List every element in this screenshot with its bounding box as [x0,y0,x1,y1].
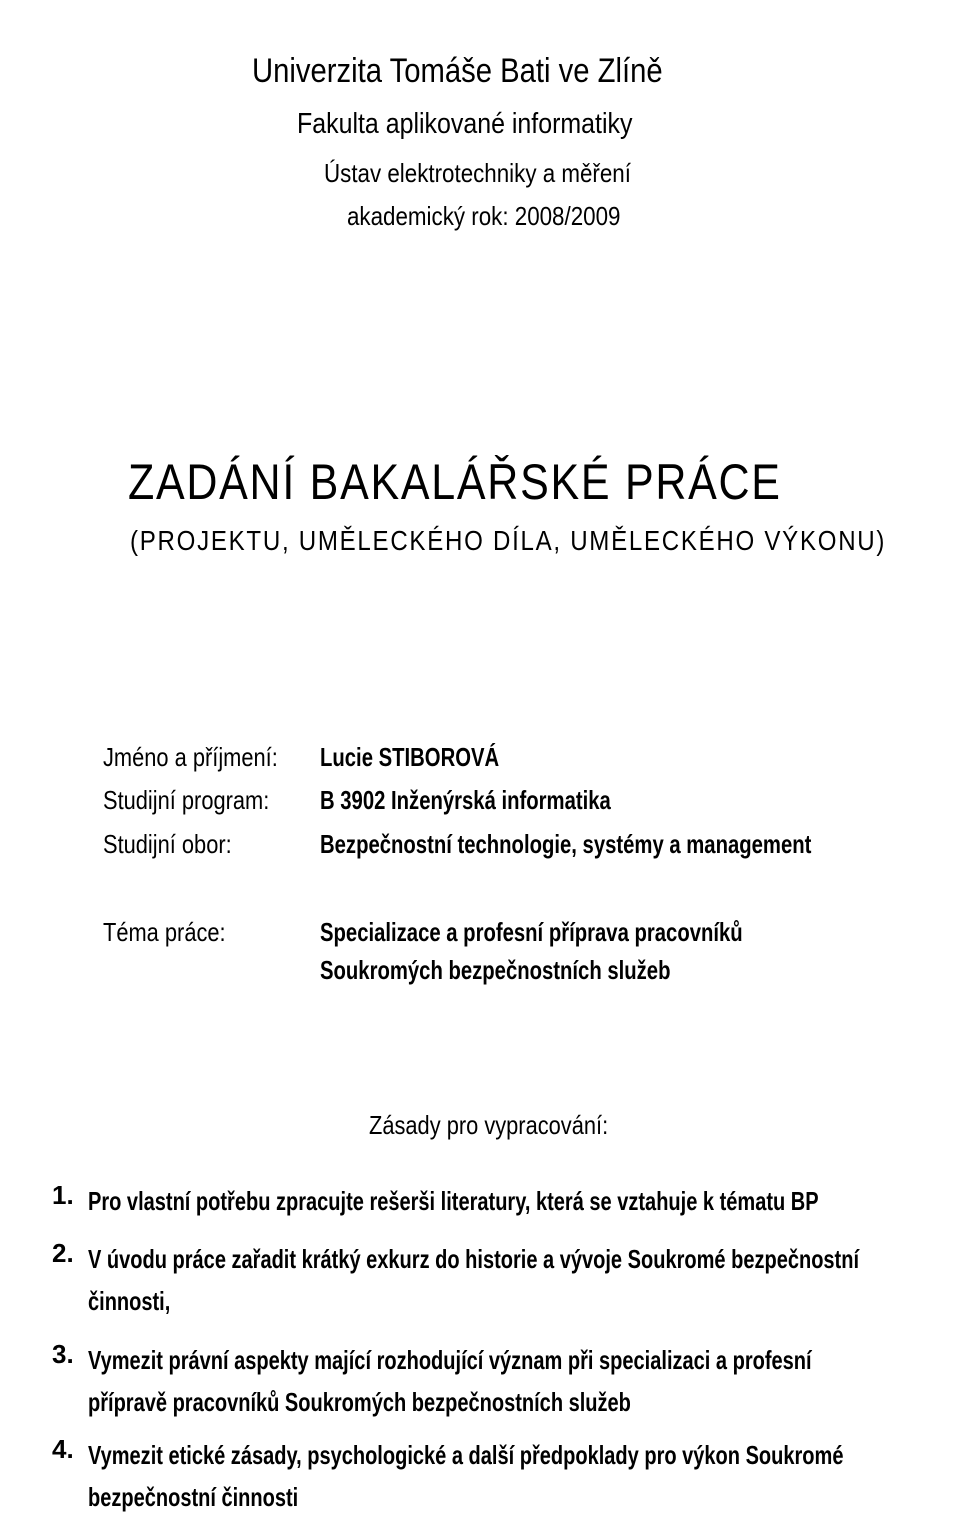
academic-year: akademický rok: 2008/2009 [347,201,621,231]
principle-line: V úvodu práce zařadit krátký exkurz do historie a vývoje Soukromé bezpečnostní [88,1244,860,1274]
topic-value-line1: Specializace a profesní příprava pracovníků [320,917,743,947]
principle-line: přípravě pracovníků Soukromých bezpečnostních služeb [88,1387,631,1417]
principle-number: 2. [52,1238,74,1268]
principle-number: 3. [52,1339,74,1369]
principle-text [88,1238,859,1322]
principle-line: Vymezit právní aspekty mající rozhodující význam při specializaci a profesní [88,1345,812,1375]
principle-text [88,1339,812,1423]
topic-label: Téma práce: [103,917,226,947]
faculty-name: Fakulta aplikované informatiky [297,108,633,140]
program-label: Studijní program: [103,785,270,815]
principle-line: Pro vlastní potřebu zpracujte rešerši literatury, která se vztahuje k tématu BP [88,1186,819,1216]
program-value: B 3902 Inženýrská informatika [320,785,611,815]
field-of-study-value: Bezpečnostní technologie, systémy a management [320,829,812,859]
field-of-study-label: Studijní obor: [103,829,232,859]
principle-text [88,1180,819,1222]
institute-name: Ústav elektrotechniky a měření [324,158,631,188]
name-value: Lucie STIBOROVÁ [320,742,500,772]
principle-number: 4. [52,1434,74,1464]
principles-heading: Zásady pro vypracování: [369,1110,609,1140]
name-label: Jméno a příjmení: [103,742,278,772]
university-name: Univerzita Tomáše Bati ve Zlíně [252,52,663,90]
principle-number: 1. [52,1180,74,1210]
principle-text [88,1434,843,1518]
principle-line: Vymezit etické zásady, psychologické a další předpoklady pro výkon Soukromé [88,1440,844,1470]
principle-line: činnosti, [88,1286,171,1316]
principle-line: bezpečnostní činnosti [88,1482,299,1512]
document-title: ZADÁNÍ BAKALÁŘSKÉ PRÁCE [128,454,782,510]
topic-value-line2: Soukromých bezpečnostních služeb [320,955,671,985]
document-subtitle: (PROJEKTU, UMĚLECKÉHO DÍLA, UMĚLECKÉHO VÝKONU) [130,525,887,556]
